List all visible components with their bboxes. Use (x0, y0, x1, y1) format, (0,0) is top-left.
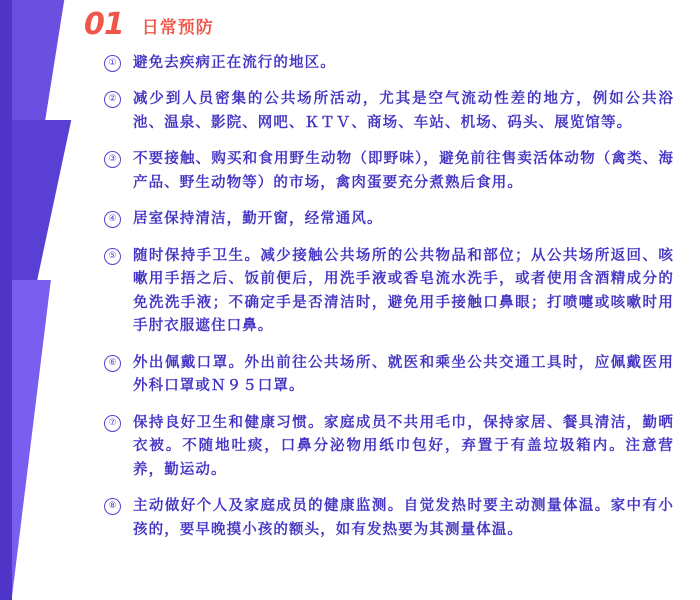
prevention-list (104, 52, 674, 555)
list-item-text: 减少到人员密集的公共场所活动，尤其是空气流动性差的地方，例如公共浴池、温泉、影院、网吧、ＫＴＶ、商场、车站、机场、码头、展览馆等。 (133, 91, 674, 131)
list-item-text: 外出佩戴口罩。外出前往公共场所、就医和乘坐公共交通工具时，应佩戴医用外科口罩或Ｎ９５口罩。 (133, 354, 674, 395)
list-item-marker: ⑥ (104, 355, 121, 372)
list-item-text: 随时保持手卫生。减少接触公共场所的公共物品和部位；从公共场所返回、咳嗽用手捂之后、饭前便后，用洗手液或香皂流水洗手，或者使用含酒精成分的免洗洗手液；不确定手是否清洁时，避免用手接触口鼻眼；打喷嚏或咳嗽时用手肘衣服遮住口鼻。 (133, 247, 674, 335)
list-item-marker: ① (104, 55, 121, 72)
list-item-marker: ⑧ (104, 498, 121, 515)
list-item-marker: ④ (104, 211, 121, 228)
list-item-text: 居室保持清洁，勤开窗，经常通风。 (133, 211, 383, 228)
list-item (104, 52, 674, 75)
list-item (104, 208, 674, 231)
list-item-marker: ⑤ (104, 248, 121, 265)
list-item-text: 主动做好个人及家庭成员的健康监测。自觉发热时要主动测量体温。家中有小孩的，要早晚摸小孩的额头，如有发热要为其测量体温。 (133, 498, 674, 538)
list-item (104, 495, 674, 542)
list-item-marker: ⑦ (104, 415, 121, 432)
list-item (104, 148, 674, 195)
section-number: 01 (84, 7, 124, 42)
list-item (104, 88, 674, 135)
section-header (84, 7, 214, 42)
list-item (104, 245, 674, 339)
list-item (104, 352, 674, 399)
list-item-text: 保持良好卫生和健康习惯。家庭成员不共用毛巾，保持家居、餐具清洁，勤晒衣被。不随地吐痰，口鼻分泌物用纸巾包好，弃置于有盖垃圾箱内。注意营养，勤运动。 (133, 414, 674, 478)
list-item-marker: ③ (104, 151, 121, 168)
list-item-text: 避免去疾病正在流行的地区。 (133, 55, 336, 71)
list-item (104, 412, 674, 482)
list-item-marker: ② (104, 91, 121, 108)
list-item-text: 不要接触、购买和食用野生动物（即野味），避免前往售卖活体动物（禽类、海产品、野生动物等）的市场，禽肉蛋要充分煮熟后食用。 (133, 151, 674, 191)
section-title: 日常预防 (141, 17, 214, 37)
